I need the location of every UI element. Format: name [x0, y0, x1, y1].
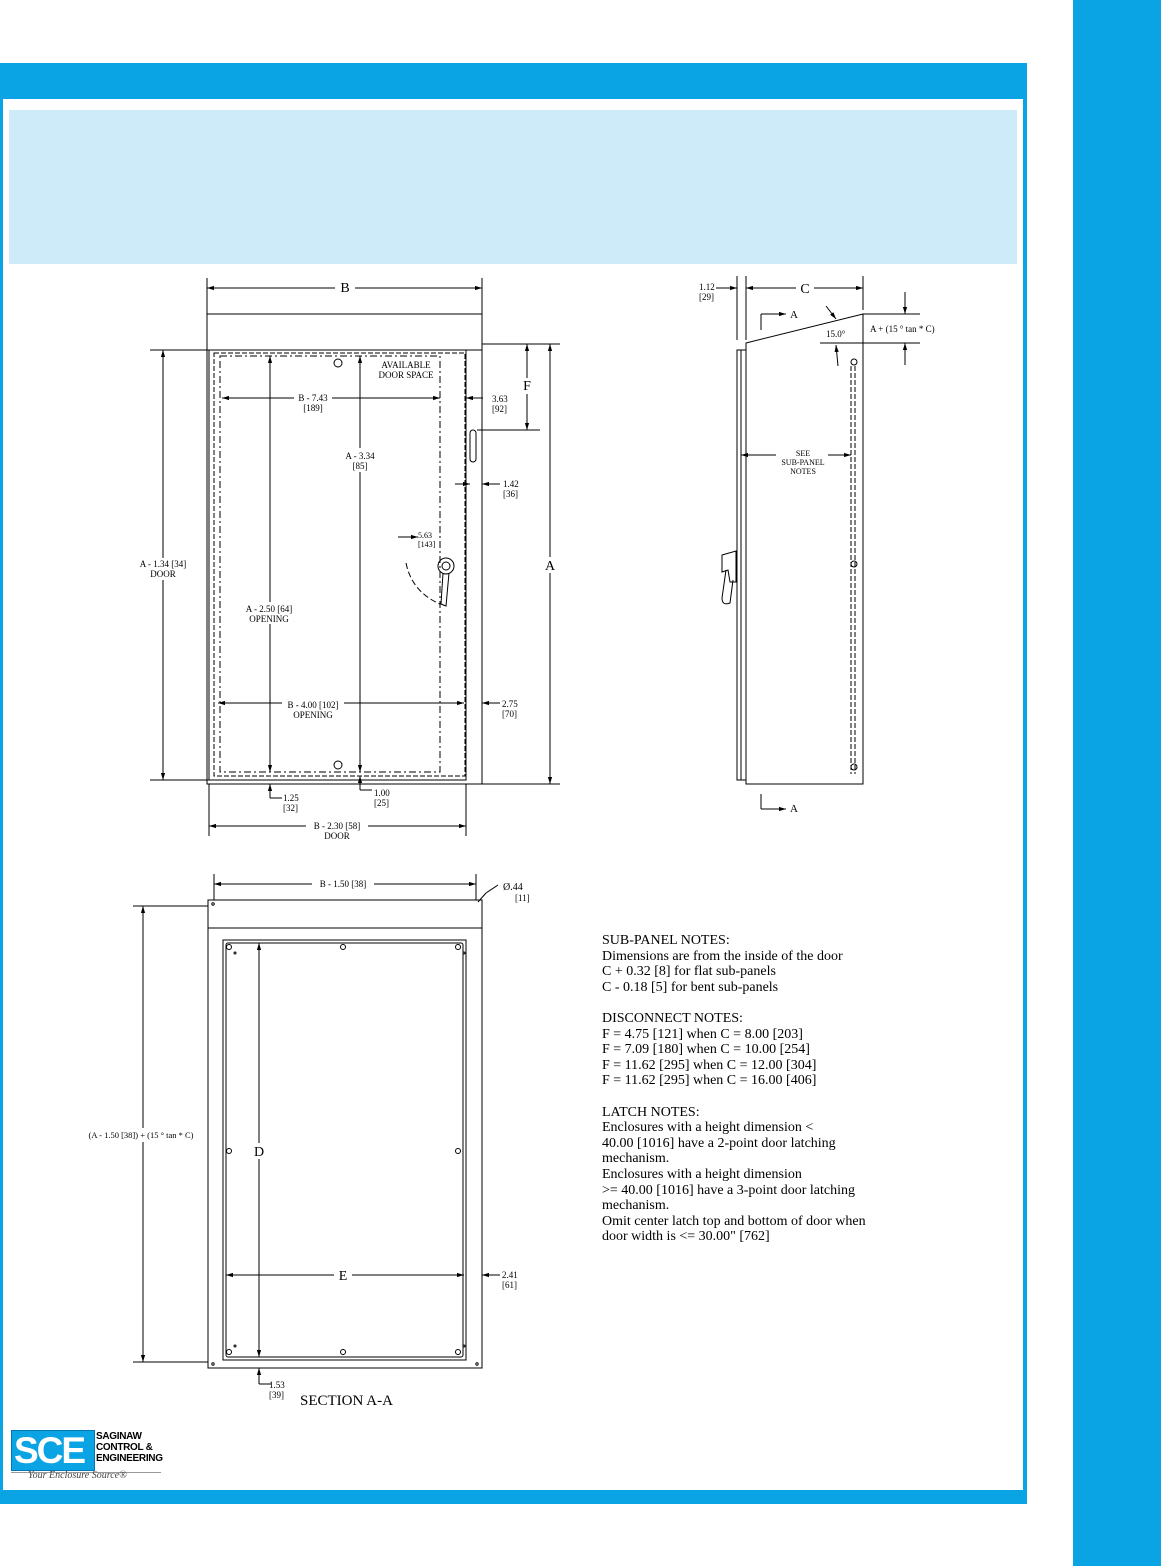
dim-100-label: 1.00: [374, 788, 390, 798]
dim-100-mm: [25]: [374, 798, 389, 808]
dim-241-mm: [61]: [502, 1280, 517, 1290]
logo-name-line: SAGINAW: [96, 1431, 142, 1442]
opening-height-label: A - 2.50 [64]: [245, 604, 293, 614]
side-handle-icon: [722, 551, 736, 604]
dim-a-334-mm: [85]: [352, 461, 368, 471]
mounting-hole-icons: [212, 903, 478, 1365]
front-view: [150, 278, 560, 836]
section-height-label: (A - 1.50 [38]) + (15 ° tan * C): [88, 1130, 194, 1140]
available-space-label-2: DOOR SPACE: [378, 370, 434, 380]
hole-diameter-mm: [11]: [515, 893, 530, 903]
dim-563-mm: [143]: [418, 540, 436, 549]
door-width-label: B - 2.30 [58]: [313, 821, 361, 831]
side-view-labels: [699, 280, 935, 815]
opening-height-sub: OPENING: [249, 614, 289, 624]
door-width-sub: DOOR: [324, 831, 350, 841]
side-view: [716, 276, 920, 809]
door-height-sub: DOOR: [150, 569, 176, 579]
latch-note-line: 40.00 [1016] have a 2-point door latching: [602, 1135, 836, 1151]
section-mark-top: A: [790, 309, 798, 321]
dim-c-label: C: [800, 282, 810, 297]
section-outer-outline: [208, 900, 482, 1368]
logo-mark-box: [11, 1430, 95, 1471]
dim-a-334-label: A - 3.34: [345, 451, 375, 461]
disconnect-note-line: F = 11.62 [295] when C = 12.00 [304]: [602, 1057, 817, 1073]
dim-153-label: 1.53: [269, 1380, 285, 1390]
dim-f-label: F: [523, 379, 531, 394]
dim-e-label: E: [338, 1269, 348, 1284]
dim-d-label: D: [253, 1145, 265, 1160]
latch-note-line: mechanism.: [602, 1198, 670, 1214]
opening-width-label: B - 4.00 [102]: [287, 700, 339, 710]
dim-275-label: 2.75: [502, 699, 518, 709]
latch-notes-title: LATCH NOTES:: [602, 1104, 700, 1120]
subpanel-notes: [602, 933, 932, 995]
latch-note-line: door width is <= 30.00" [762]: [602, 1229, 770, 1245]
dim-b-743-label: B - 7.43: [298, 393, 328, 403]
dim-112-label: 1.12: [699, 282, 715, 292]
latch-note-line: mechanism.: [602, 1151, 670, 1167]
subpanel-notes-title: SUB-PANEL NOTES:: [602, 933, 730, 948]
logo-name-line: ENGINEERING: [96, 1453, 163, 1464]
dim-241-label: 2.41: [502, 1270, 518, 1280]
door-handle-icon: [406, 558, 454, 606]
latch-note-line: Enclosures with a height dimension <: [602, 1120, 814, 1136]
notes-panel: [602, 933, 932, 1260]
dim-142-mm: [36]: [503, 489, 518, 499]
dim-275-mm: [70]: [502, 709, 517, 719]
front-view-labels: [132, 280, 560, 842]
latch-note-line: Enclosures with a height dimension: [602, 1166, 802, 1182]
roof-height-label: A + (15 ° tan * C): [870, 324, 935, 334]
section-width-label: B - 1.50 [38]: [319, 879, 367, 889]
door-height-label: A - 1.34 [34]: [139, 559, 187, 569]
bottom-latch-icon: [334, 761, 342, 769]
dim-a-label: A: [544, 559, 556, 574]
section-view-labels: [78, 877, 530, 1409]
logo-mark: SCE: [14, 1430, 85, 1471]
disconnect-note-line: F = 7.09 [180] when C = 10.00 [254]: [602, 1042, 810, 1058]
dim-563-label: 5.63: [418, 531, 432, 540]
dim-363-mm: [92]: [492, 404, 507, 414]
hinge-slot-icon: [470, 430, 476, 462]
hole-diameter-label: Ø.44: [503, 882, 523, 893]
dim-b-743-mm: [189]: [303, 403, 323, 413]
disconnect-notes-title: DISCONNECT NOTES:: [602, 1010, 743, 1026]
section-title: SECTION A-A: [300, 1393, 393, 1409]
dim-142-label: 1.42: [503, 479, 519, 489]
sce-logo: [11, 1430, 161, 1486]
opening-width-sub: OPENING: [293, 710, 333, 720]
logo-name-line: CONTROL &: [96, 1442, 153, 1453]
see-notes-label-1: SEE: [795, 449, 811, 458]
dim-b-label: B: [340, 281, 350, 296]
section-mark-bottom: A: [790, 803, 798, 815]
subpanel-note-line: C + 0.32 [8] for flat sub-panels: [602, 964, 776, 980]
dim-153-mm: [39]: [269, 1390, 284, 1400]
latch-note-line: Omit center latch top and bottom of door when: [602, 1213, 866, 1229]
disconnect-note-line: F = 4.75 [121] when C = 8.00 [203]: [602, 1026, 803, 1042]
logo-tagline: Your Enclosure Source®: [28, 1470, 127, 1481]
dim-125-mm: [32]: [283, 803, 298, 813]
latch-notes: [602, 1105, 932, 1245]
front-enclosure-outline: [207, 314, 482, 784]
subpanel-note-line: Dimensions are from the inside of the door: [602, 948, 843, 964]
subpanel-note-line: C - 0.18 [5] for bent sub-panels: [602, 979, 779, 995]
latch-note-line: >= 40.00 [1016] have a 3-point door latching: [602, 1182, 855, 1198]
angle-label: 15.0°: [826, 329, 846, 339]
see-notes-label-2: SUB-PANEL: [781, 458, 825, 467]
logo-company-name: [96, 1431, 163, 1464]
dim-363-label: 3.63: [492, 394, 508, 404]
available-space-label-1: AVAILABLE: [381, 360, 431, 370]
disconnect-notes: [602, 1011, 932, 1089]
dim-112-mm: [29]: [699, 292, 714, 302]
side-latch-icons: [851, 359, 857, 770]
side-enclosure-outline: [746, 314, 863, 784]
see-notes-label-3: NOTES: [790, 467, 816, 476]
dim-125-label: 1.25: [283, 793, 299, 803]
top-latch-icon: [334, 359, 342, 367]
disconnect-note-line: F = 11.62 [295] when C = 16.00 [406]: [602, 1073, 817, 1089]
